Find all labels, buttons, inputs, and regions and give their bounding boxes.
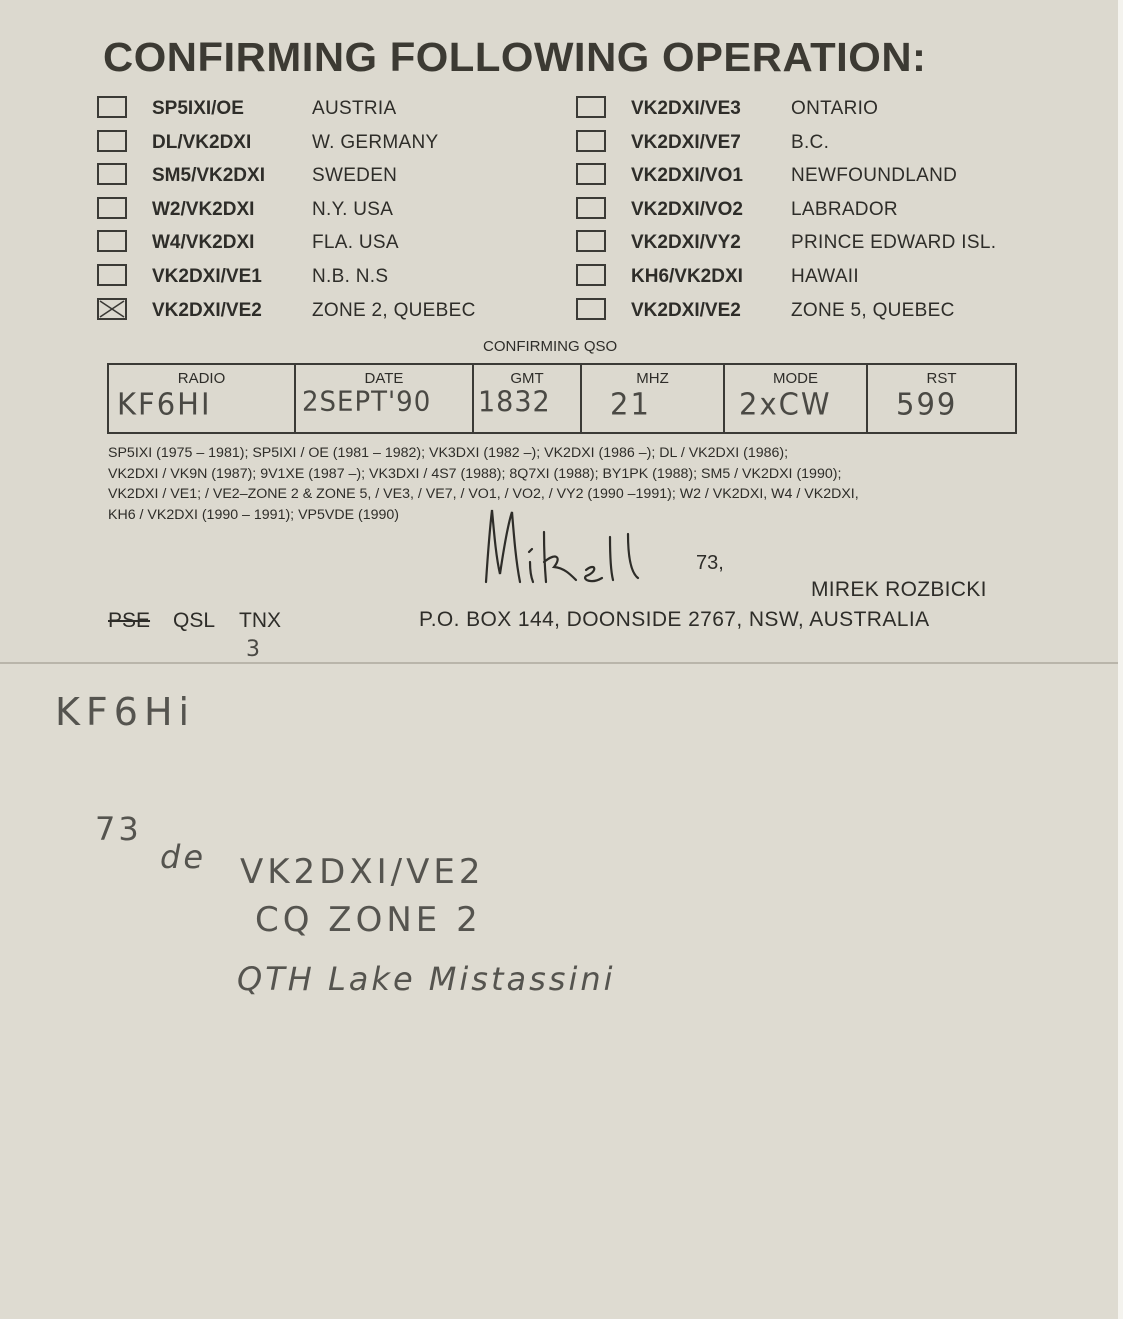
qso-value-gmt: 1832 [478,386,551,419]
operation-checkbox[interactable] [97,230,127,252]
operation-callsign: VK2DXI/VE7 [631,131,741,153]
operation-checkbox[interactable] [97,298,127,320]
operation-callsign: DL/VK2DXI [152,131,252,153]
qso-header-gmt: GMT [510,370,544,387]
qso-header-radio: RADIO [177,370,226,387]
qso-value-mode: 2xCW [739,386,832,422]
operation-checkbox[interactable] [576,230,606,252]
operator-address: P.O. BOX 144, DOONSIDE 2767, NSW, AUSTRALIA [419,608,930,631]
operation-callsign: VK2DXI/VE2 [152,299,262,321]
qso-table [107,363,1017,434]
pse-label: PSE [108,609,151,632]
operation-callsign: VK2DXI/VE3 [631,98,741,119]
operation-location: W. GERMANY [312,131,439,153]
operation-location: N.Y. USA [312,198,394,220]
operator-name: MIREK ROZBICKI [811,578,987,601]
operation-callsign: VK2DXI/VE2 [631,299,741,321]
operation-location: SWEDEN [312,165,398,187]
operation-checkbox[interactable] [576,197,606,219]
operation-checkbox[interactable] [97,163,127,185]
qso-header-mhz: MHZ [636,370,669,387]
handwritten-cq-zone: CQ ZONE 2 [255,900,482,940]
operation-callsign: VK2DXI/VO2 [631,198,743,220]
qso-value-rst: 599 [896,386,958,422]
qso-value-date: 2SEPT'90 [302,386,432,418]
qso-header-date: DATE [364,370,404,387]
regards-text: 73, [696,552,724,574]
operation-callsign: VK2DXI/VY2 [631,232,741,254]
operation-location: ZONE 2, QUEBEC [312,299,476,321]
operation-callsign: SP5IXI/OE [152,98,244,119]
operation-location: NEWFOUNDLAND [791,165,958,187]
qsl-label: QSL [173,609,216,632]
operation-callsign: W2/VK2DXI [152,198,255,220]
operation-callsign: W4/VK2DXI [152,232,255,254]
operation-checkbox[interactable] [576,96,606,118]
history-line: KH6 / VK2DXI (1990 – 1991); VP5VDE (1990) [108,506,400,523]
scan-edge [1118,0,1123,1319]
qso-cell-gmt [473,364,581,433]
operation-checkbox[interactable] [576,264,606,286]
qso-header-mode: MODE [773,370,818,387]
handwritten-de: de [160,838,206,876]
operation-location: AUSTRIA [312,98,397,119]
operation-checkbox[interactable] [97,130,127,152]
operation-checkbox[interactable] [576,130,606,152]
card-title: CONFIRMING FOLLOWING OPERATION: [103,34,927,80]
operation-checkbox[interactable] [97,264,127,286]
operation-location: LABRADOR [791,198,898,220]
handwritten-callsign: VK2DXI/VE2 [240,852,485,892]
handwritten-73: 73 [95,810,142,848]
qso-table-row [108,364,1016,433]
tnx-check-mark: 3 [246,637,260,662]
operator-signature [478,502,658,592]
operation-callsign: VK2DXI/VO1 [631,165,743,187]
operation-checkbox[interactable] [576,163,606,185]
operation-location: B.C. [791,131,830,153]
operation-location: N.B. N.S [312,265,389,287]
operation-checkbox[interactable] [97,96,127,118]
operation-checkbox[interactable] [97,197,127,219]
qso-value-mhz: 21 [610,386,651,422]
operation-location: HAWAII [791,265,859,287]
qso-cell-rst [867,364,1016,433]
qso-cell-date [295,364,473,433]
history-line: VK2DXI / VK9N (1987); 9V1XE (1987 –); VK3DXI / 4S7 (1988); 8Q7XI (1988); BY1PK (1988); SM5 / VK2DXI (1990); [108,465,842,482]
operation-location: FLA. USA [312,232,399,254]
handwritten-qth: QTH Lake Mistassini [237,960,616,998]
check-x-icon [99,300,125,318]
history-line: SP5IXI (1975 – 1981); SP5IXI / OE (1981 – 1982); VK3DXI (1982 –); VK2DXI (1986 –); DL / VK2DXI (1986); [108,445,789,461]
tnx-label: TNX [239,609,281,632]
operation-callsign: KH6/VK2DXI [631,265,743,287]
operation-callsign: SM5/VK2DXI [152,165,265,187]
history-line: VK2DXI / VE1; / VE2–ZONE 2 & ZONE 5, / VE3, / VE7, / VO1, / VO2, / VY2 (1990 –1991); W2 / VK2DXI, W4 / VK2DXI, [108,486,859,503]
qso-value-radio: KF6HI [117,386,212,422]
operation-location: ONTARIO [791,98,879,119]
confirming-qso-label: CONFIRMING QSO [483,338,618,355]
operation-checkbox[interactable] [576,298,606,320]
handwritten-recipient-call: KF6Hi [55,690,196,734]
qso-header-rst: RST [926,370,957,387]
operation-location: ZONE 5, QUEBEC [791,299,955,321]
operation-callsign: VK2DXI/VE1 [152,265,262,287]
qso-cell-radio [108,364,295,433]
qso-cell-mhz [581,364,724,433]
operation-location: PRINCE EDWARD ISL. [791,232,997,254]
qso-cell-mode [724,364,867,433]
